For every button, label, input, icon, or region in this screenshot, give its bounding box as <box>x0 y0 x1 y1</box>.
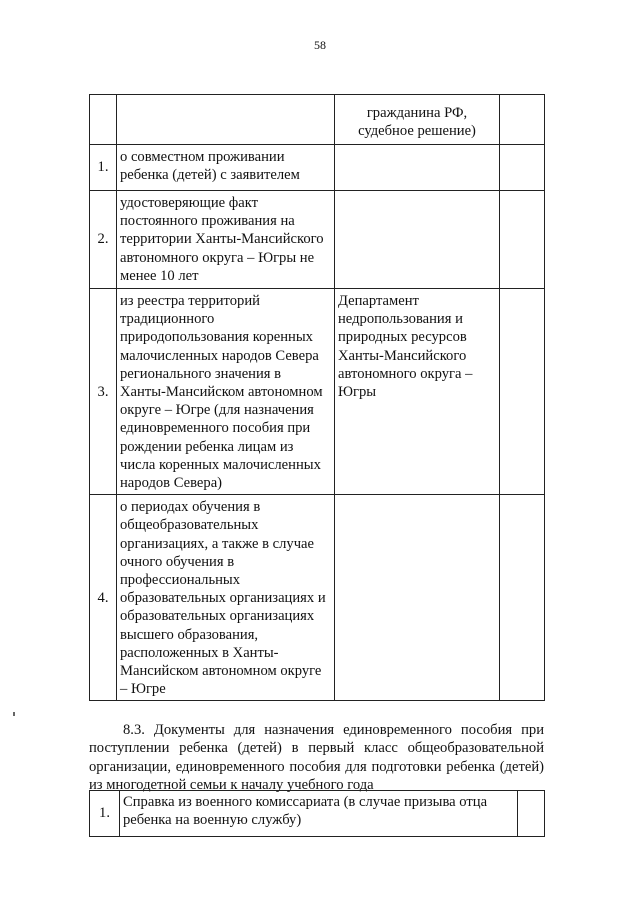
row-number <box>90 95 117 145</box>
document-cell: удостоверяющие факт постоянного проживания на территории Ханты-Мансийского автономного округа – Югры не менее 10 лет <box>117 191 335 289</box>
section-8-3-paragraph: 8.3. Документы для назначения единовременного пособия при поступлении ребенка (детей) в первый класс общеобразовательной организации, единовременного пособия для подготовки ребенка (детей) из многодетной семьи к началу учебного года <box>89 721 544 794</box>
table-row <box>90 289 545 495</box>
authority-cell <box>335 145 500 191</box>
table-row <box>90 495 545 701</box>
row-number: 1. <box>90 145 117 191</box>
row-number: 4. <box>90 495 117 701</box>
document-cell: о совместном проживании ребенка (детей) с заявителем <box>117 145 335 191</box>
extra-cell <box>500 495 545 701</box>
table-row <box>90 95 545 145</box>
page-number: 58 <box>314 38 326 52</box>
document-cell: о периодах обучения в общеобразовательных организациях, а также в случае очного обучения в профессиональных образовательных организациях и образовательных организациях высшего образования, расположенных в Ханты- Мансийском автономном округе – Югре <box>117 495 335 701</box>
authority-cell: гражданина РФ, судебное решение) <box>335 95 500 145</box>
document-cell: из реестра территорий традиционного природопользования коренных малочисленных народов Севера регионального значения в Ханты-Мансийском автономном округе – Югре (для назначения единовременного пособия при рождении ребенка лицам из числа коренных малочисленных народов Севера) <box>117 289 335 495</box>
authority-cell <box>335 191 500 289</box>
extra-cell <box>500 191 545 289</box>
extra-cell <box>500 95 545 145</box>
section-8-3-table <box>89 790 545 837</box>
extra-cell <box>500 289 545 495</box>
document-cell: Справка из военного комиссариата (в случае призыва отца ребенка на военную службу) <box>120 791 518 837</box>
row-number: 2. <box>90 191 117 289</box>
row-number: 1. <box>90 791 120 837</box>
table-row <box>90 791 545 837</box>
extra-cell <box>518 791 545 837</box>
table-row <box>90 145 545 191</box>
extra-cell <box>500 145 545 191</box>
document-cell <box>117 95 335 145</box>
authority-cell <box>335 495 500 701</box>
row-number: 3. <box>90 289 117 495</box>
documents-table <box>89 94 545 701</box>
scan-speck <box>13 712 15 716</box>
table-row <box>90 191 545 289</box>
authority-cell: Департамент недропользования и природных ресурсов Ханты-Мансийского автономного округа – Югры <box>335 289 500 495</box>
